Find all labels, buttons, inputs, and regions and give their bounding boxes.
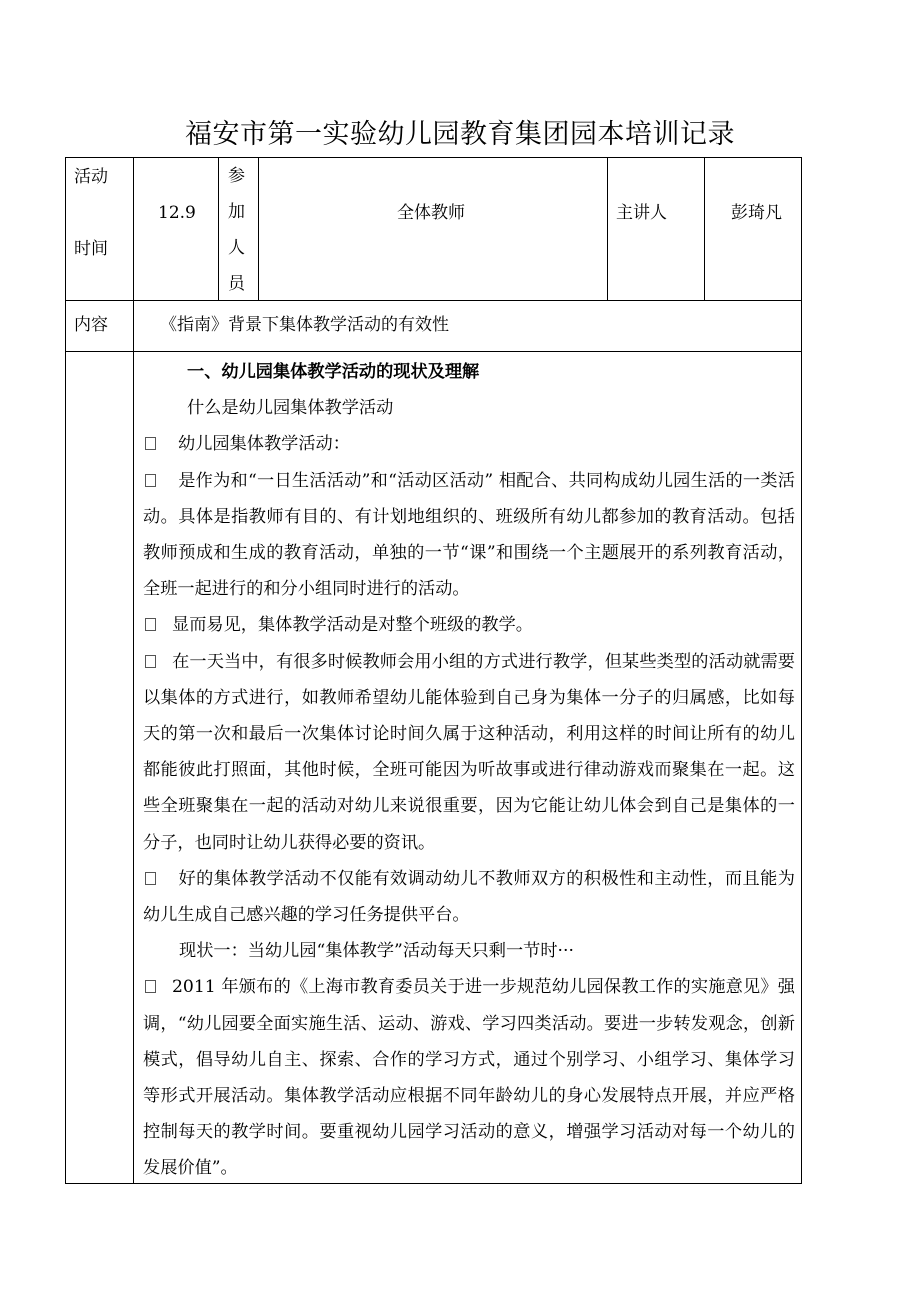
bullet-box-icon [145,618,156,631]
section-subheading: 什么是幼儿园集体教学活动 [187,398,394,419]
paragraph: 幼儿园集体教学活动： [178,434,350,455]
table-col-divider-1 [133,157,134,1184]
content-label: 内容 [74,315,108,335]
bullet-box-icon [145,474,156,487]
time-label-line1: 活动 [74,167,108,187]
table-border-left [65,157,66,1184]
participants-label-char: 加 [228,202,245,222]
table-border-right [801,157,802,1184]
document-title: 福安市第一实验幼儿园教育集团园本培训记录 [185,119,735,150]
table-border-top [65,157,802,158]
section-heading: 一、幼儿园集体教学活动的现状及理解 [187,362,480,382]
paragraph: 在一天当中，有很多时候教师会用小组的方式进行教学，但某些类型的活动就需要以集体的方式进行，如教师希望幼儿能体验到自己身为集体一分子的归属感，比如每天的第一次和最后一次集体讨论时间久属于这种活动，利用这样的时间让所有的幼儿都能彼此打照面，其他时候，全班可能因为听故事或进行律动游戏而聚集在一起。这些全班聚集在一起的活动对幼儿来说很重要，因为它能让幼儿体会到自己是集体的一分子，也同时让幼儿获得必要的资讯。 [143,651,795,853]
speaker-label: 主讲人 [616,203,667,223]
bullet-box-icon [145,437,156,450]
table-col-divider-2 [218,157,219,301]
paragraph: 是作为和“一日生活活动”和“活动区活动” 相配合、共同构成幼儿园生活的一类活动。具体是指教师有目的、有计划地组织的、班级所有幼儿都参加的教育活动。包括教师预成和生成的教育活动，单独的一节“课”和围绕一个主题展开的系列教育活动，全班一起进行的和分小组同时进行的活动。 [143,470,795,600]
table-col-divider-3 [258,157,259,301]
paragraph: 2011 年颁布的《上海市教育委员关于进一步规范幼儿园保教工作的实施意见》强调，“幼儿园要全面实施生活、运动、游戏、学习四类活动。要进一步转发观念，创新模式，倡导幼儿自主、探索、合作的学习方式，通过个别学习、小组学习、集体学习等形式开展活动。集体教学活动应根据不同年龄幼儿的身心发展特点开展，并应严格控制每天的教学时间。要重视幼儿园学习活动的意义，增强学习活动对每一个幼儿的发展价值”。 [143,977,795,1179]
participants-label [228,158,252,302]
time-value: 12.9 [158,203,196,223]
participants-label-char: 参 [228,166,245,186]
time-label-line2: 时间 [74,239,108,259]
training-body [143,354,795,1187]
table-col-divider-4 [607,157,608,301]
status-heading: 现状一：当幼儿园“集体教学”活动每天只剩一节时··· [179,941,574,962]
participants-label-char: 人 [228,238,245,258]
table-row-divider-2 [65,351,802,352]
paragraph: 好的集体教学活动不仅能有效调动幼儿不教师双方的积极性和主动性，而且能为幼儿生成自己感兴趣的学习任务提供平台。 [143,868,795,926]
bullet-box-icon [145,655,156,668]
content-value: 《指南》背景下集体教学活动的有效性 [160,315,449,335]
bullet-box-icon [145,872,156,885]
bullet-box-icon [145,980,156,993]
paragraph: 显而易见，集体教学活动是对整个班级的教学。 [172,615,533,636]
speaker-value: 彭琦凡 [731,203,782,223]
table-col-divider-5 [704,157,705,301]
participants-value: 全体教师 [397,203,465,223]
participants-label-char: 员 [228,274,245,294]
table-row-divider-1 [65,300,802,301]
